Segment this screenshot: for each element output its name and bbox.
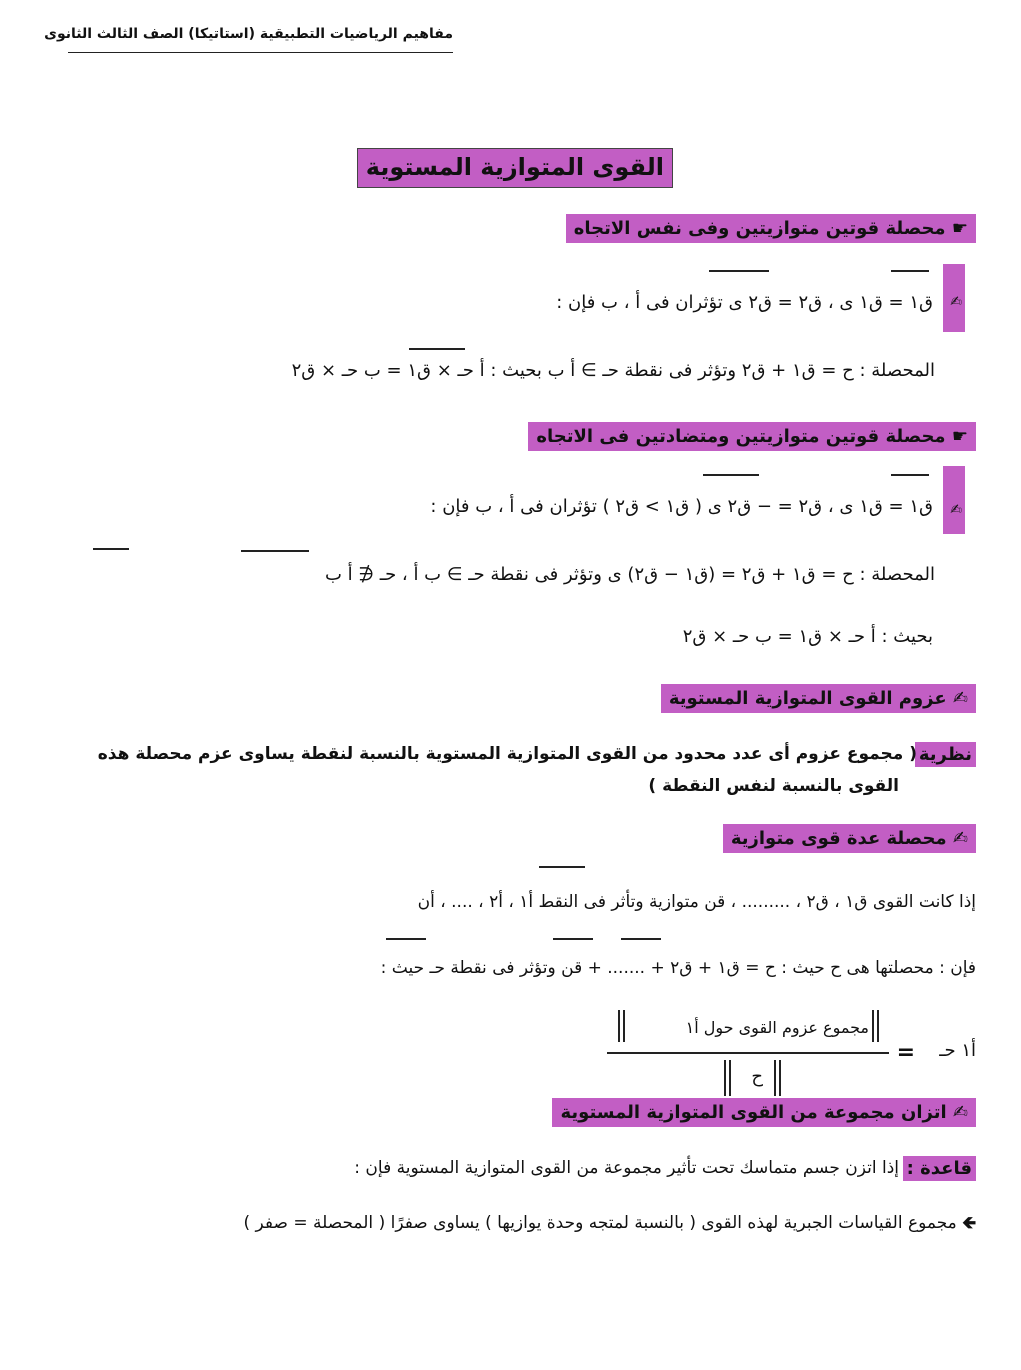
vector-bar: [553, 938, 593, 940]
norm-bar: [877, 1010, 879, 1042]
pen-marker: [943, 466, 965, 534]
section-heading-text: عزوم القوى المتوازية المستوية: [668, 688, 947, 709]
pointing-hand-icon: ☛: [951, 426, 968, 447]
section-heading-opposite-direction: [528, 422, 976, 451]
pointing-hand-icon: ☛: [951, 218, 968, 239]
rule-text: إذا اتزن جسم متماسك تحت تأثير مجموعة من القوى المتوازية المستوية فإن :: [354, 1158, 899, 1178]
vector-bar: [703, 474, 759, 476]
vector-bar: [386, 938, 426, 940]
vector-bar: [93, 548, 129, 550]
several-forces-line-2: فإن : محصلتها هى ح حيث : ح = ق١ + ق٢ + ....... + قن وتؤثر فى نقطة حـ حيث :: [380, 958, 976, 978]
opposite-dir-line-2: المحصلة : ح = ق١ + ق٢ = (ق١ − ق٢) ى وتؤثر فى نقطة حـ ∋ ب أ ، حـ ∉ أ ب: [325, 564, 935, 585]
opposite-dir-line-3: بحيث : أ حـ × ق١ = ب حـ × ق٢: [682, 626, 933, 647]
pen-icon: ✍: [952, 828, 968, 849]
section-heading-text: محصلة عدة قوى متوازية: [730, 828, 947, 849]
norm-bar: [774, 1060, 776, 1096]
same-dir-line-2: المحصلة : ح = ق١ + ق٢ وتؤثر فى نقطة حـ ∋ أ ب بحيث : أ حـ × ق١ = ب حـ × ق٢: [291, 360, 935, 381]
pen-icon: ✍: [952, 1102, 968, 1123]
vector-bar: [241, 550, 309, 552]
pen-icon: ✍: [950, 294, 962, 310]
equilibrium-result: [243, 1210, 976, 1239]
section-heading-same-direction: [566, 214, 976, 243]
pen-icon: ✍: [950, 502, 962, 518]
vector-bar: [891, 270, 929, 272]
formula-equals: =: [896, 1040, 915, 1065]
theorem-label: نظرية: [915, 742, 976, 767]
same-dir-line-1: ق١ = ق١ ى ، ق٢ = ق٢ ى تؤثران فى أ ، ب فإن :: [556, 292, 933, 313]
norm-bar: [623, 1010, 625, 1042]
formula-numerator: مجموع عزوم القوى حول أ١: [685, 1018, 869, 1037]
vector-bar: [621, 938, 661, 940]
result-text: مجموع القياسات الجبرية لهذه القوى ( بالنسبة لمتجه وحدة يوازيها ) يساوى صفرًا ( المحصلة = صفر ): [243, 1213, 957, 1233]
arrow-icon: 🡸: [962, 1213, 976, 1233]
section-heading-text: محصلة قوتين متوازيتين ومتضادتين فى الاتجاه: [536, 426, 946, 447]
vector-bar: [891, 474, 929, 476]
norm-bar: [729, 1060, 731, 1096]
formula-denominator: ح: [751, 1066, 763, 1087]
rule-label: قاعدة :: [903, 1156, 976, 1181]
norm-bar: [872, 1010, 874, 1042]
vector-bar: [409, 348, 465, 350]
fraction-bar: [607, 1052, 889, 1054]
section-heading-several-forces: [723, 824, 976, 853]
norm-bar: [779, 1060, 781, 1096]
section-heading-text: محصلة قوتين متوازيتين وفى نفس الاتجاه: [573, 218, 946, 239]
section-heading-text: اتزان مجموعة من القوى المتوازية المستوية: [560, 1102, 947, 1123]
header-rule: [68, 52, 453, 53]
norm-bar: [618, 1010, 620, 1042]
opposite-dir-line-1: ق١ = ق١ ى ، ق٢ = − ق٢ ى ( ق١ > ق٢ ) تؤثران فى أ ، ب فإن :: [430, 496, 933, 517]
formula-lhs: أ١ حـ: [939, 1040, 976, 1061]
theorem-text-2: القوى بالنسبة لنفس النقطة ): [648, 776, 899, 796]
norm-bar: [724, 1060, 726, 1096]
pen-marker: [943, 264, 965, 332]
several-forces-line-1: إذا كانت القوى ق١ ، ق٢ ، ......... ، قن متوازية وتأثر فى النقط أ١ ، أ٢ ، .... ، أن: [417, 892, 976, 912]
theorem-text: ( مجموع عزوم أى عدد محدود من القوى المتوازية المستوية بالنسبة لنقطة يساوى عزم محصلة هذه: [97, 744, 917, 764]
section-heading-moments: [661, 684, 976, 713]
pen-icon: ✍: [952, 688, 968, 709]
page-title: القوى المتوازية المستوية: [357, 148, 673, 188]
header-title: مفاهيم الرياضيات التطبيقية (استاتيكا) الصف الثالث الثانوى: [44, 26, 453, 42]
vector-bar: [709, 270, 769, 272]
section-heading-equilibrium: [552, 1098, 976, 1127]
vector-bar: [539, 866, 585, 868]
